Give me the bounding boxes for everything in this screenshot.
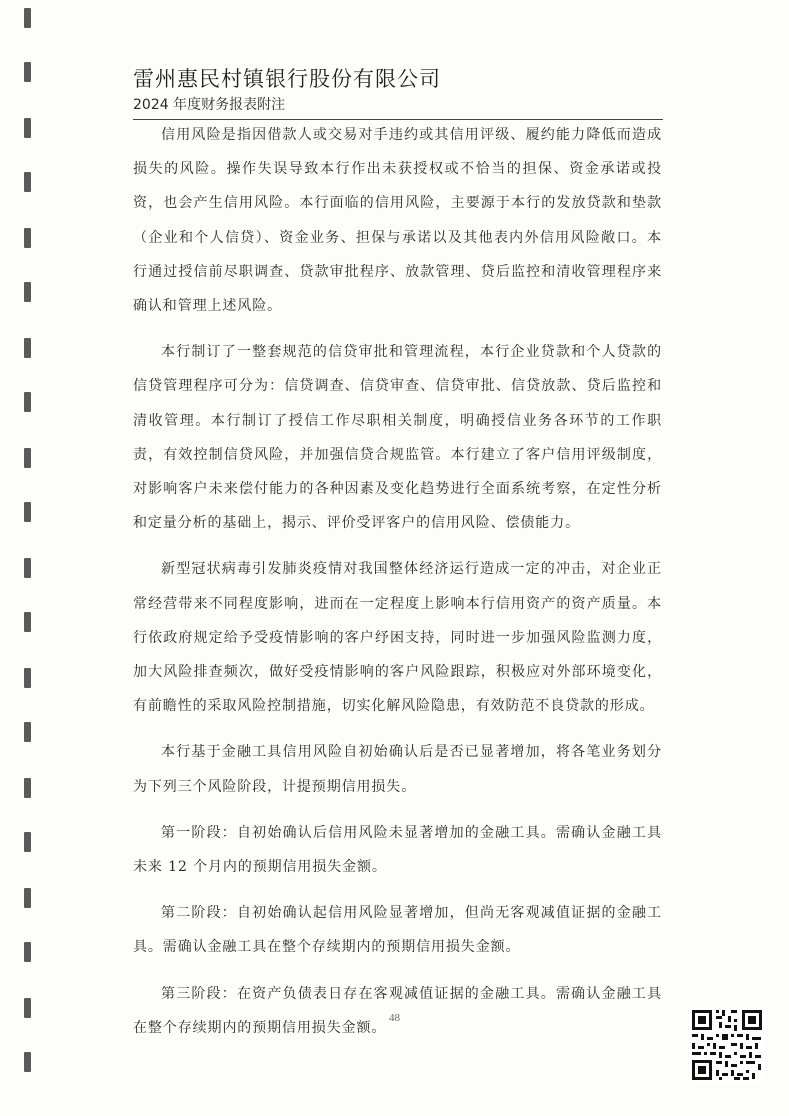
binding-mark xyxy=(24,118,31,138)
binding-mark xyxy=(24,448,31,468)
binding-mark xyxy=(24,228,31,248)
binding-mark xyxy=(24,778,31,798)
paragraph-pandemic-impact: 新型冠状病毒引发肺炎疫情对我国整体经济运行造成一定的冲击，对企业正常经营带来不同程度影响，进而在一定程度上影响本行信用资产的资产质量。本行依政府规定给予受疫情影响的客户纾困支持，同时进一步加强风险监测力度，加大风险排查频次，做好受疫情影响的客户风险跟踪，积极应对外部环境变化，有前瞻性的采取风险控制措施，切实化解风险隐患，有效防范不良贷款的形成。 xyxy=(133,561,662,715)
document-body xyxy=(133,118,662,1057)
report-title: 2024 年度财务报表附注 xyxy=(133,94,663,120)
paragraph-stage-one: 第一阶段：自初始确认后信用风险未显著增加的金融工具。需确认金融工具未来 12 个月内的预期信用损失金额。 xyxy=(133,824,662,876)
company-name: 雷州惠民村镇银行股份有限公司 xyxy=(133,67,441,91)
binding-mark xyxy=(24,722,31,742)
binding-mark xyxy=(24,558,31,578)
document-header xyxy=(133,64,663,120)
binding-mark xyxy=(24,502,31,522)
paragraph-credit-risk-definition: 信用风险是指因借款人或交易对手违约或其信用评级、履约能力降低而造成损失的风险。操作失误导致本行作出未获授权或不恰当的担保、资金承诺或投资，也会产生信用风险。本行面临的信用风险，主要源于本行的发放贷款和垫款（企业和个人信贷）、资金业务、担保与承诺以及其他表内外信用风险敞口。本行通过授信前尽职调查、贷款审批程序、放款管理、贷后监控和清收管理程序来确认和管理上述风险。 xyxy=(133,127,662,315)
binding-mark xyxy=(24,172,31,192)
binding-mark xyxy=(24,612,31,632)
binding-mark xyxy=(24,8,31,28)
binding-mark xyxy=(24,668,31,688)
binding-mark xyxy=(24,338,31,358)
qr-code-graphic xyxy=(689,1007,765,1083)
binding-mark xyxy=(24,942,31,962)
binding-mark xyxy=(24,282,31,302)
binding-mark xyxy=(24,832,31,852)
paragraph-risk-stages-intro: 本行基于金融工具信用风险自初始确认后是否已显著增加，将各笔业务划分为下列三个风险阶段，计提预期信用损失。 xyxy=(133,744,662,795)
paragraph-credit-management-process: 本行制订了一整套规范的信贷审批和管理流程，本行企业贷款和个人贷款的信贷管理程序可分为：信贷调查、信贷审查、信贷审批、信贷放款、贷后监控和清收管理。本行制订了授信工作尽职相关制度，明确授信业务各环节的工作职责，有效控制信贷风险，并加强信贷合规监管。本行建立了客户信用评级制度，对影响客户未来偿付能力的各种因素及变化趋势进行全面系统考察，在定性分析和定量分析的基础上，揭示、评价受评客户的信用风险、偿债能力。 xyxy=(133,344,662,532)
paragraph-stage-three: 第三阶段：在资产负债表日存在客观减值证据的金融工具。需确认金融工具在整个存续期内的预期信用损失金额。 xyxy=(133,985,662,1036)
page-number: 48 xyxy=(389,1012,400,1024)
qr-code-icon xyxy=(689,1007,765,1083)
binding-mark xyxy=(24,888,31,908)
paragraph-stage-two: 第二阶段：自初始确认起信用风险显著增加，但尚无客观减值证据的金融工具。需确认金融工具在整个存续期内的预期信用损失金额。 xyxy=(133,905,662,956)
binding-mark xyxy=(24,62,31,82)
binding-mark xyxy=(24,392,31,412)
binding-mark xyxy=(24,1052,31,1072)
